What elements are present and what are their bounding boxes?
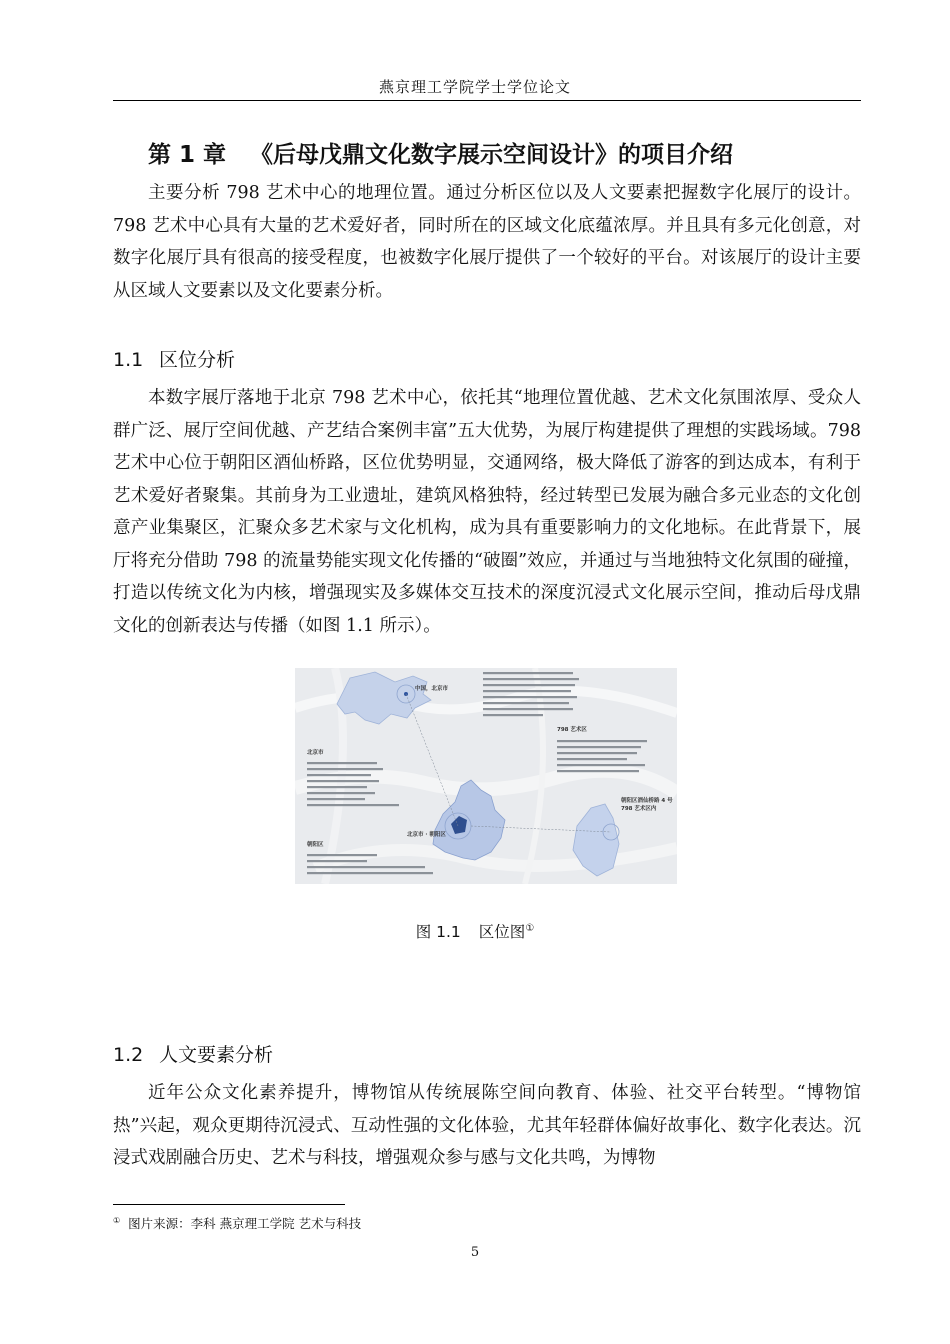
map-label-beijing-city: 北京市 bbox=[307, 750, 324, 756]
header-rule bbox=[113, 100, 861, 101]
location-map-figure bbox=[295, 668, 677, 884]
chapter-title: 《后母戊鼎文化数字展示空间设计》的项目介绍 bbox=[250, 142, 734, 168]
map-label-798-area: 798 艺术区 bbox=[557, 727, 587, 733]
intro-paragraph-text: 主要分析 798 艺术中心的地理位置。通过分析区位以及人文要素把握数字化展厅的设计。798 艺术中心具有大量的艺术爱好者，同时所在的区域文化底蕴浓厚。并且具有多元化创意，对数字化展厅具有很高的接受程度，也被数字化展厅提供了一个较好的平台。对该展厅的设计主要从区域人文要素以及文化要素分析。 bbox=[113, 183, 861, 301]
map-label-chaoyang: 朝阳区 bbox=[307, 842, 324, 848]
figure-caption bbox=[0, 920, 950, 942]
map-label-address-line2: 798 艺术区内 bbox=[621, 806, 657, 812]
chapter-number: 第 1 章 bbox=[148, 142, 227, 168]
section-1-2-paragraph bbox=[113, 1077, 861, 1175]
footnote-rule bbox=[113, 1204, 345, 1205]
footnote-mark: ① bbox=[113, 1215, 121, 1225]
location-map bbox=[295, 668, 677, 884]
section-1-1-paragraph bbox=[113, 382, 861, 642]
chapter-heading bbox=[148, 136, 733, 169]
section-1-2-title: 人文要素分析 bbox=[159, 1044, 274, 1066]
map-label-china: 中国，北京市 bbox=[415, 686, 449, 692]
map-label-address-line1: 朝阳区酒仙桥路 4 号 bbox=[621, 798, 673, 804]
section-1-2-paragraph-text: 近年公众文化素养提升，博物馆从传统展陈空间向教育、体验、社交平台转型。“博物馆热”兴起，观众更期待沉浸式、互动性强的文化体验，尤其年轻群体偏好故事化、数字化表达。沉浸式戏剧融合历史、艺术与科技，增强观众参与感与文化共鸣，为博物 bbox=[113, 1083, 861, 1168]
section-1-1-paragraph-text: 本数字展厅落地于北京 798 艺术中心，依托其“地理位置优越、艺术文化氛围浓厚、受众人群广泛、展厅空间优越、产艺结合案例丰富”五大优势，为展厅构建提供了理想的实践场域。798 艺术中心位于朝阳区酒仙桥路，区位优势明显，交通网络，极大降低了游客的到达成本，有利于艺术爱好者聚集。其前身为工业遗址，建筑风格独特，经过转型已发展为融合多元业态的文化创意产业集聚区，汇聚众多艺术家与文化机构，成为具有重要影响力的文化地标。在此背景下，展厅将充分借助 798 的流量势能实现文化传播的“破圈”效应，并通过与当地独特文化氛围的碰撞，打造以传统文化为内核，增强现实及多媒体交互技术的深度沉浸式文化展示空间，推动后母戊鼎文化的创新表达与传播（如图 1.1 所示）。 bbox=[113, 388, 861, 636]
section-1-1-number: 1.1 bbox=[113, 349, 144, 371]
figure-caption-footnote-mark: ① bbox=[525, 922, 535, 934]
figure-caption-title: 区位图 bbox=[478, 923, 526, 941]
section-1-2-heading bbox=[113, 1040, 273, 1067]
footnote-text: 图片来源：李科 燕京理工学院 艺术与科技 bbox=[128, 1216, 362, 1231]
section-1-1-title: 区位分析 bbox=[159, 349, 236, 371]
map-label-beijing-chaoyang: 北京市 · 朝阳区 bbox=[407, 832, 446, 838]
page-header-title: 燕京理工学院学士学位论文 bbox=[378, 78, 571, 96]
page-number: 5 bbox=[470, 1245, 480, 1260]
intro-paragraph bbox=[113, 177, 861, 307]
figure-caption-number: 图 1.1 bbox=[415, 923, 461, 941]
section-1-1-heading bbox=[113, 345, 235, 372]
section-1-2-number: 1.2 bbox=[113, 1044, 144, 1066]
footnote bbox=[113, 1214, 361, 1232]
